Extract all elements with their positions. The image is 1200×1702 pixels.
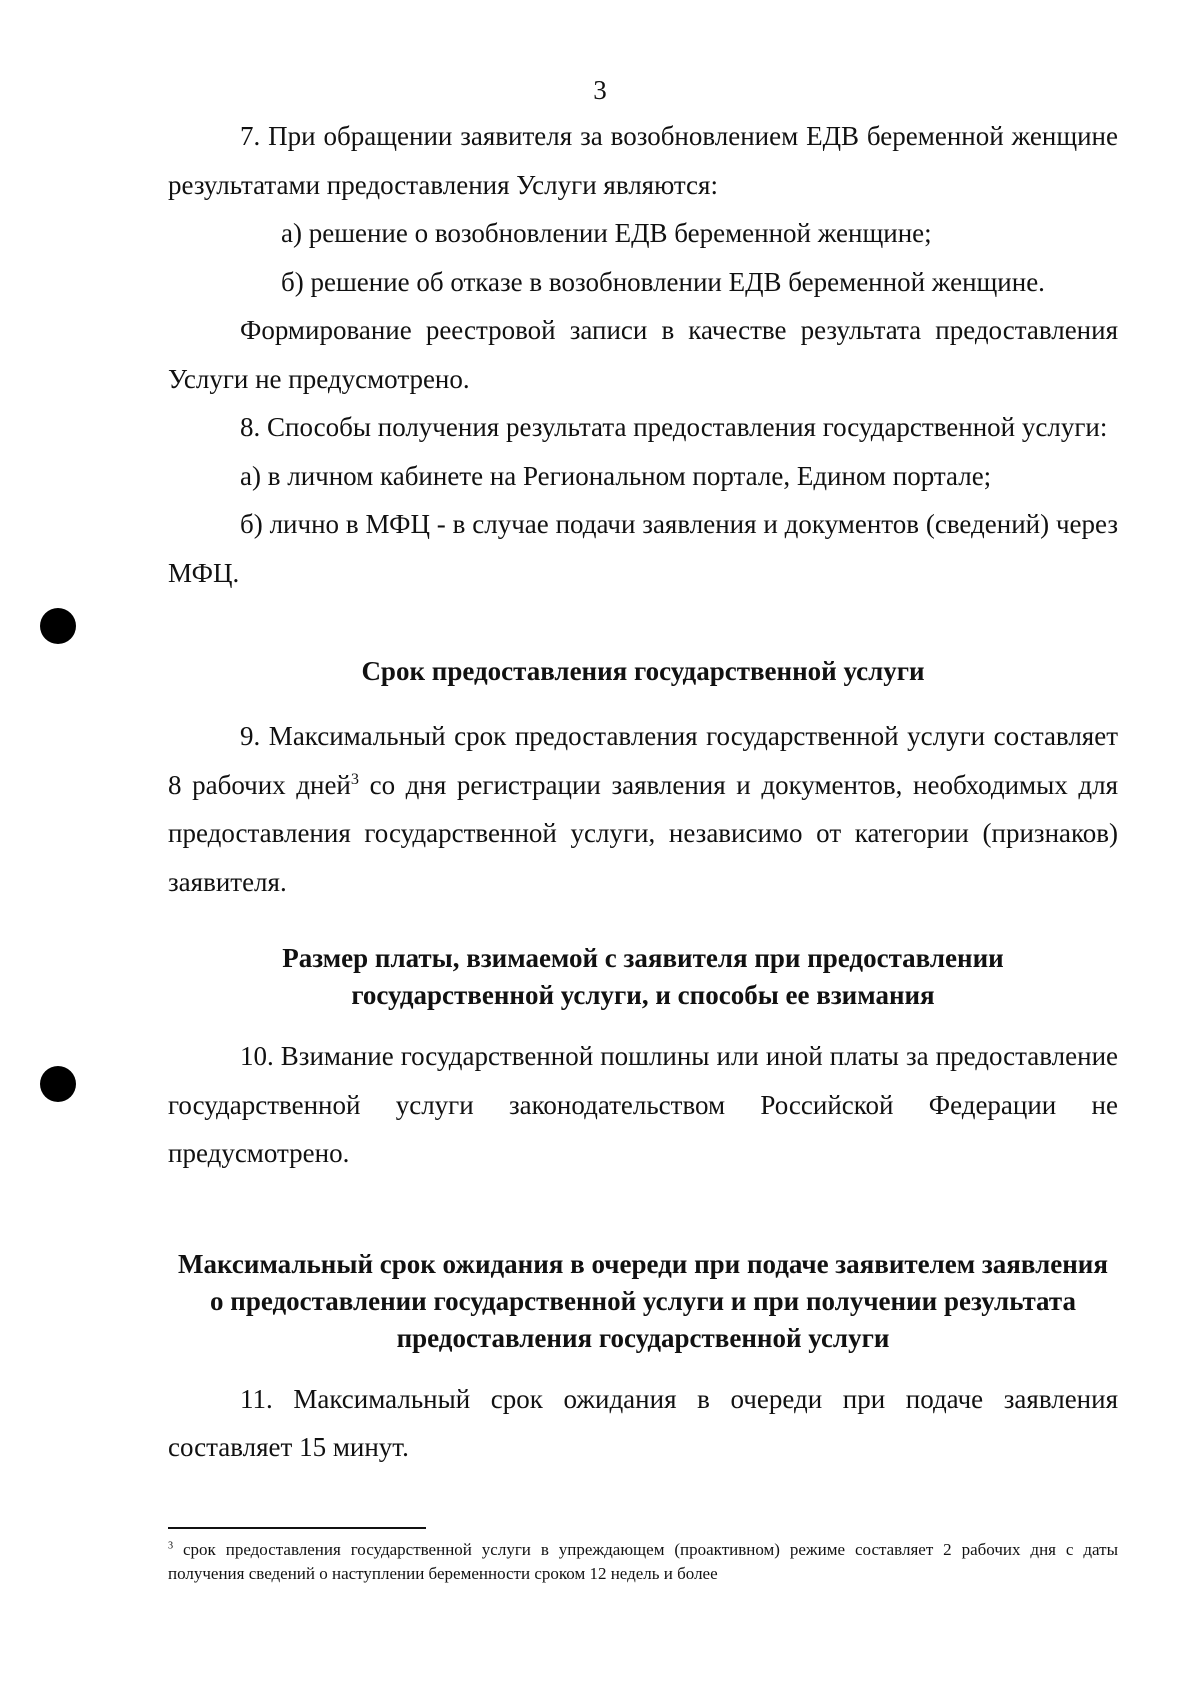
paragraph-9-text-cont: со дня регистрации заявления и документов, необходимых для предоставления государственной услуги, независимо от категории (признаков) заявителя. xyxy=(168,769,1119,897)
section-heading-term: Срок предоставления государственной услуги xyxy=(361,656,925,686)
footnote xyxy=(168,1538,1118,1586)
section-heading-queue: Максимальный срок ожидания в очереди при подаче заявителем заявления о предоставлении государственной услуги и при получении результата предоставления государственной услуги xyxy=(178,1248,1108,1353)
paragraph-8-item-a: а) в личном кабинете на Региональном портале, Едином портале; xyxy=(240,460,992,491)
paragraph-9-text: 9. Максимальный срок предоставления государственной услуги составляет 8 рабочих дней xyxy=(168,721,1118,800)
footnote-divider xyxy=(168,1527,426,1529)
paragraph-7-item-a: а) решение о возобновлении ЕДВ беременной женщине; xyxy=(281,218,932,248)
paragraph-10: 10. Взимание государственной пошлины или иной платы за предоставление государственной услуги законодательством Российской Федерации не предусмотрено. xyxy=(168,1041,1118,1168)
paragraph-7-note: Формирование реестровой записи в качестве результата предоставления Услуги не предусмотрено. xyxy=(168,315,1118,394)
punch-hole xyxy=(40,1066,76,1102)
punch-hole xyxy=(40,608,76,644)
paragraph-8-item-b: б) лично в МФЦ - в случае подачи заявления и документов (сведений) через МФЦ. xyxy=(168,509,1118,588)
paragraph-7-item-b: б) решение об отказе в возобновлении ЕДВ беременной женщине. xyxy=(281,266,1045,297)
paragraph-7: 7. При обращении заявителя за возобновлением ЕДВ беременной женщине результатами предоставления Услуги являются: xyxy=(168,121,1118,200)
footnote-text: срок предоставления государственной услуги в упреждающем (проактивном) режиме составляет 2 рабочих дня с даты получения сведений о наступлении беременности сроком 12 недель и более xyxy=(168,1540,1118,1583)
footnote-ref: 3 xyxy=(350,769,359,788)
section-heading-fee: Размер платы, взимаемой с заявителя при предоставлении государственной услуги, и способы ее взимания xyxy=(282,943,1004,1010)
document-body xyxy=(168,112,1118,1472)
paragraph-8: 8. Способы получения результата предоставления государственной услуги: xyxy=(240,412,1108,442)
page-number: 3 xyxy=(593,75,607,105)
paragraph-11: 11. Максимальный срок ожидания в очереди при подаче заявления составляет 15 минут. xyxy=(168,1383,1118,1462)
footnote-mark: 3 xyxy=(168,1540,174,1552)
paragraph-9 xyxy=(168,712,1118,906)
